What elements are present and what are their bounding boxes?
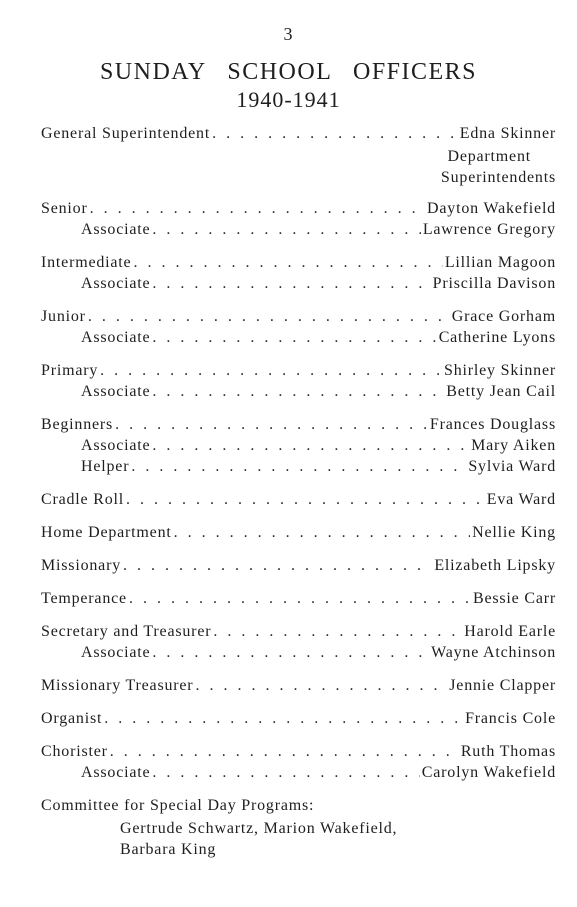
officer-name: Edna Skinner	[459, 125, 556, 142]
dot-leader	[100, 362, 442, 380]
officer-row	[41, 362, 556, 383]
officer-name: Ruth Thomas	[460, 743, 556, 760]
dot-leader	[152, 437, 469, 455]
role-label: Associate	[81, 275, 151, 292]
dot-leader	[115, 416, 428, 434]
officer-name: Carolyn Wakefield	[421, 764, 556, 781]
entry-secretary-treasurer	[41, 623, 556, 665]
role-label: Junior	[41, 308, 86, 325]
role-label: Intermediate	[41, 254, 132, 271]
officer-name: Elizabeth Lipsky	[434, 557, 556, 574]
role-label: Missionary	[41, 557, 121, 574]
entry-beginners	[41, 416, 556, 479]
entry-senior	[41, 200, 556, 242]
dot-leader	[110, 743, 459, 761]
officer-name: Eva Ward	[486, 491, 556, 508]
entry-general-superintendent	[41, 125, 556, 188]
dot-leader	[104, 710, 463, 728]
role-label: Beginners	[41, 416, 114, 433]
associate-row	[41, 275, 556, 296]
entry-primary	[41, 362, 556, 404]
officer-row	[41, 491, 556, 512]
note-line: Superintendents	[440, 169, 556, 186]
officer-name: Mary Aiken	[471, 437, 556, 454]
page-number: 3	[283, 24, 294, 44]
role-label: Primary	[41, 362, 99, 379]
role-label: Associate	[81, 644, 151, 661]
role-label: Helper	[81, 458, 130, 475]
officer-name: Lawrence Gregory	[422, 221, 556, 238]
dot-leader	[131, 458, 466, 476]
officer-row	[41, 416, 556, 437]
dot-leader	[129, 590, 471, 608]
note-line: Department	[447, 148, 531, 165]
officer-name: Priscilla Davison	[432, 275, 556, 292]
page-title	[0, 58, 577, 114]
dot-leader	[152, 383, 444, 401]
dot-leader	[152, 221, 420, 239]
dot-leader	[126, 491, 485, 509]
role-label: Associate	[81, 383, 151, 400]
dot-leader	[152, 644, 429, 662]
role-label: Associate	[81, 221, 151, 238]
officer-row	[41, 743, 556, 764]
officer-row	[41, 308, 556, 329]
role-label: Secretary and Treasurer	[41, 623, 212, 640]
officer-row	[41, 254, 556, 275]
committee-members	[41, 818, 556, 860]
role-label: Senior	[41, 200, 88, 217]
helper-row	[41, 458, 556, 479]
officer-row	[41, 590, 556, 611]
role-label: Associate	[81, 764, 151, 781]
officer-name: Lillian Magoon	[444, 254, 556, 271]
dot-leader	[174, 524, 470, 542]
role-label: Cradle Roll	[41, 491, 125, 508]
officer-row	[41, 710, 556, 731]
dot-leader	[152, 275, 430, 293]
officer-name: Betty Jean Cail	[446, 383, 556, 400]
dot-leader	[133, 254, 442, 272]
entry-temperance	[41, 590, 556, 611]
entry-chorister	[41, 743, 556, 785]
officer-name: Wayne Atchinson	[431, 644, 556, 661]
dot-leader	[212, 125, 458, 143]
officer-name: Bessie Carr	[472, 590, 556, 607]
officer-row	[41, 200, 556, 221]
officer-name: Dayton Wakefield	[427, 200, 556, 217]
role-label: Associate	[81, 437, 151, 454]
dot-leader	[88, 308, 450, 326]
officer-name: Harold Earle	[464, 623, 556, 640]
title-line-1: SUNDAY SCHOOL OFFICERS	[99, 59, 478, 85]
committee-names-line: Gertrude Schwartz, Marion Wakefield,	[120, 820, 398, 837]
officer-row	[41, 125, 556, 146]
entry-committee	[41, 797, 556, 860]
dot-leader	[152, 329, 436, 347]
dot-leader	[152, 764, 419, 782]
officer-row	[41, 623, 556, 644]
committee-names-line: Barbara King	[120, 841, 217, 858]
role-label: Temperance	[41, 590, 127, 607]
associate-row	[41, 644, 556, 665]
role-label: Home Department	[41, 524, 172, 541]
dot-leader	[213, 623, 462, 641]
associate-row	[41, 764, 556, 785]
officer-name: Sylvia Ward	[468, 458, 556, 475]
associate-row	[41, 329, 556, 350]
role-label: General Superintendent	[41, 125, 211, 142]
entry-intermediate	[41, 254, 556, 296]
dot-leader	[90, 200, 425, 218]
role-label: Associate	[81, 329, 151, 346]
officer-list	[41, 125, 556, 872]
officer-row	[41, 557, 556, 578]
department-superintendents-note	[41, 146, 556, 188]
entry-missionary	[41, 557, 556, 578]
entry-organist	[41, 710, 556, 731]
entry-missionary-treasurer	[41, 677, 556, 698]
officer-row	[41, 524, 556, 545]
officer-name: Francis Cole	[465, 710, 556, 727]
dot-leader	[195, 677, 447, 695]
officer-name: Shirley Skinner	[444, 362, 556, 379]
officer-name: Catherine Lyons	[438, 329, 556, 346]
associate-row	[41, 221, 556, 242]
dot-leader	[123, 557, 432, 575]
officer-row	[41, 677, 556, 698]
entry-home-department	[41, 524, 556, 545]
officer-name: Nellie King	[472, 524, 556, 541]
role-label: Chorister	[41, 743, 108, 760]
committee-label: Committee for Special Day Programs:	[41, 797, 315, 814]
title-year: 1940-1941	[236, 87, 341, 112]
officer-name: Frances Douglass	[429, 416, 556, 433]
officer-name: Grace Gorham	[451, 308, 556, 325]
role-label: Missionary Treasurer	[41, 677, 194, 694]
role-label: Organist	[41, 710, 103, 727]
entry-junior	[41, 308, 556, 350]
officer-name: Jennie Clapper	[449, 677, 556, 694]
associate-row	[41, 383, 556, 404]
associate-row	[41, 437, 556, 458]
entry-cradle-roll	[41, 491, 556, 512]
